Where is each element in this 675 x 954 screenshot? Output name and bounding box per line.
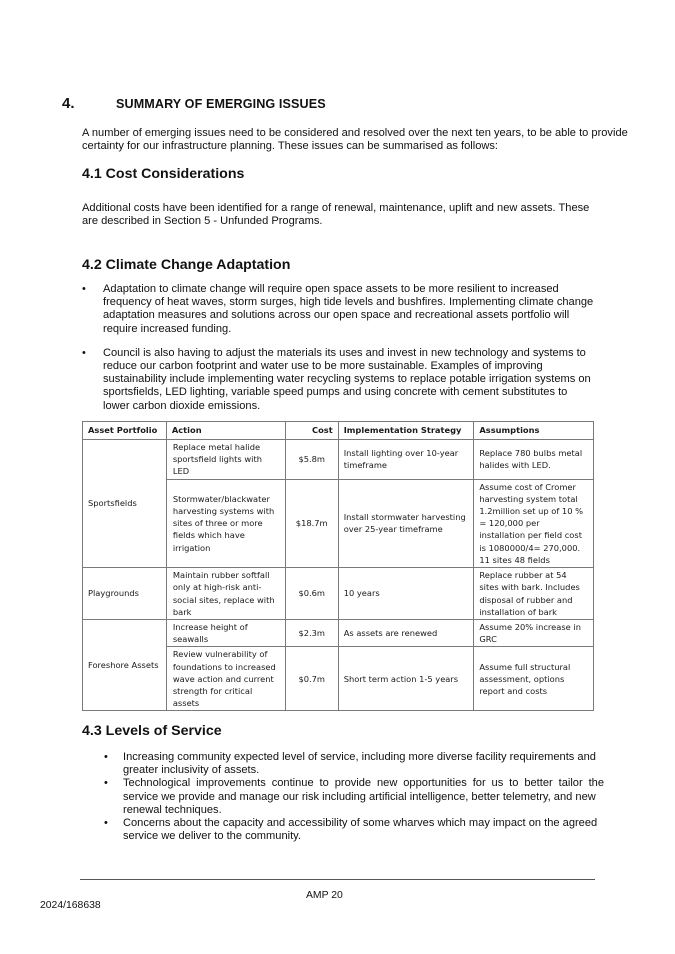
strategy-cell: Install lighting over 10-year timeframe bbox=[338, 440, 474, 480]
bullet-line: greater inclusivity of assets. bbox=[123, 764, 260, 777]
emerging-issues-table bbox=[82, 421, 594, 711]
table-row bbox=[83, 620, 594, 647]
levels-of-service-bullets bbox=[104, 751, 604, 843]
bullet-item bbox=[104, 777, 604, 817]
cost-considerations-text bbox=[82, 202, 642, 228]
footer-divider bbox=[80, 879, 595, 880]
section-intro bbox=[82, 127, 652, 153]
header-asset-portfolio: Asset Portfolio bbox=[83, 422, 167, 440]
bullet-line: reduce our carbon footprint and water use to be more sustainable. Examples of improving bbox=[103, 360, 543, 373]
bullet-line: adaptation measures and solutions across our open space and recreational assets portfolio will bbox=[103, 309, 570, 322]
intro-line: A number of emerging issues need to be considered and resolved over the next ten years, to be able to provide bbox=[82, 127, 628, 139]
cost-cell: $0.6m bbox=[285, 568, 338, 620]
subheading-levels-of-service: 4.3 Levels of Service bbox=[82, 723, 222, 739]
cost-cell: $2.3m bbox=[285, 620, 338, 647]
bullet-item bbox=[104, 751, 604, 777]
action-cell: Review vulnerability of foundations to increased wave action and current strength for critical assets bbox=[166, 647, 285, 711]
subheading-cost-considerations: 4.1 Cost Considerations bbox=[82, 166, 245, 182]
section-heading bbox=[62, 95, 326, 112]
bullet-line: service we provide and manage our risk including artificial intelligence, better telemetry, and new bbox=[123, 790, 596, 803]
action-cell: Maintain rubber softfall only at high-risk anti-social sites, replace with bark bbox=[166, 568, 285, 620]
strategy-cell: Install stormwater harvesting over 25-year timeframe bbox=[338, 479, 474, 567]
action-cell: Stormwater/blackwater harvesting systems with sites of three or more fields which have irrigation bbox=[166, 479, 285, 567]
footer-page-label: AMP 20 bbox=[306, 890, 343, 901]
bullet-line: Council is also having to adjust the materials its uses and invest in new technology and systems to bbox=[103, 346, 586, 359]
bullet-line: lower carbon dioxide emissions. bbox=[103, 399, 261, 412]
table-header-row bbox=[83, 422, 594, 440]
portfolio-cell: Foreshore Assets bbox=[83, 620, 167, 711]
strategy-cell: As assets are renewed bbox=[338, 620, 474, 647]
bullet-dot-icon: • bbox=[104, 751, 108, 763]
assumptions-cell: Assume full structural assessment, options report and costs bbox=[474, 647, 594, 711]
bullet-dot-icon: • bbox=[82, 283, 86, 295]
bullet-line: Concerns about the capacity and accessibility of some wharves which may impact on the agreed bbox=[123, 817, 598, 830]
header-assumptions: Assumptions bbox=[474, 422, 594, 440]
header-implementation-strategy: Implementation Strategy bbox=[338, 422, 474, 440]
bullet-dot-icon: • bbox=[82, 346, 86, 359]
bullet-line: renewal techniques. bbox=[123, 803, 222, 816]
assumptions-cell: Replace 780 bulbs metal halides with LED. bbox=[474, 440, 594, 480]
assumptions-cell: Replace rubber at 54 sites with bark. Includes disposal of rubber and installation of bark bbox=[474, 568, 594, 620]
climate-change-bullets bbox=[82, 283, 642, 413]
intro-line: certainty for our infrastructure planning. These issues can be summarised as follows: bbox=[82, 140, 499, 153]
bullet-line: frequency of heat waves, storm surges, high tide levels and bushfires. Implementing climate change bbox=[103, 296, 594, 309]
header-cost: Cost bbox=[285, 422, 338, 440]
table-row bbox=[83, 440, 594, 480]
paragraph-line: are described in Section 5 - Unfunded Programs. bbox=[82, 215, 323, 228]
action-cell: Increase height of seawalls bbox=[166, 620, 285, 647]
cost-cell: $18.7m bbox=[285, 479, 338, 567]
bullet-line: service we deliver to the community. bbox=[123, 830, 301, 843]
footer-document-ref: 2024/168638 bbox=[40, 900, 101, 911]
bullet-dot-icon: • bbox=[104, 817, 108, 830]
assumptions-cell: Assume cost of Cromer harvesting system total 1.2million set up of 10 % = 120,000 per installation per field cost is 1080000/4= 270,000. 11 sites 48 fields bbox=[474, 479, 594, 567]
bullet-line: sportsfields, LED lighting, variable speed pumps and using concrete with cement substitutes to bbox=[103, 386, 568, 399]
paragraph-line: Additional costs have been identified for a range of renewal, maintenance, uplift and new assets. These bbox=[82, 202, 590, 214]
cost-cell: $0.7m bbox=[285, 647, 338, 711]
cost-cell: $5.8m bbox=[285, 440, 338, 480]
bullet-line: sustainability include implementing water recycling systems to replace potable irrigation systems on bbox=[103, 373, 591, 386]
table-row bbox=[83, 568, 594, 620]
bullet-line: require increased funding. bbox=[103, 322, 232, 335]
strategy-cell: 10 years bbox=[338, 568, 474, 620]
bullet-item bbox=[82, 347, 642, 413]
portfolio-cell: Sportsfields bbox=[83, 440, 167, 568]
bullet-item bbox=[82, 283, 642, 336]
header-action: Action bbox=[166, 422, 285, 440]
bullet-dot-icon: • bbox=[104, 777, 108, 790]
bullet-line: Increasing community expected level of service, including more diverse facility requirements and bbox=[123, 751, 596, 763]
subheading-climate-change: 4.2 Climate Change Adaptation bbox=[82, 257, 291, 273]
bullet-item bbox=[104, 817, 604, 843]
bullet-line: Technological improvements continue to provide new opportunities for us to better tailor the bbox=[123, 777, 604, 790]
assumptions-cell: Assume 20% increase in GRC bbox=[474, 620, 594, 647]
strategy-cell: Short term action 1-5 years bbox=[338, 647, 474, 711]
section-number: 4. bbox=[62, 95, 75, 112]
bullet-line: Adaptation to climate change will require open space assets to be more resilient to increased bbox=[103, 283, 559, 295]
section-title: SUMMARY OF EMERGING ISSUES bbox=[116, 97, 326, 111]
action-cell: Replace metal halide sportsfield lights with LED bbox=[166, 440, 285, 480]
portfolio-cell: Playgrounds bbox=[83, 568, 167, 620]
